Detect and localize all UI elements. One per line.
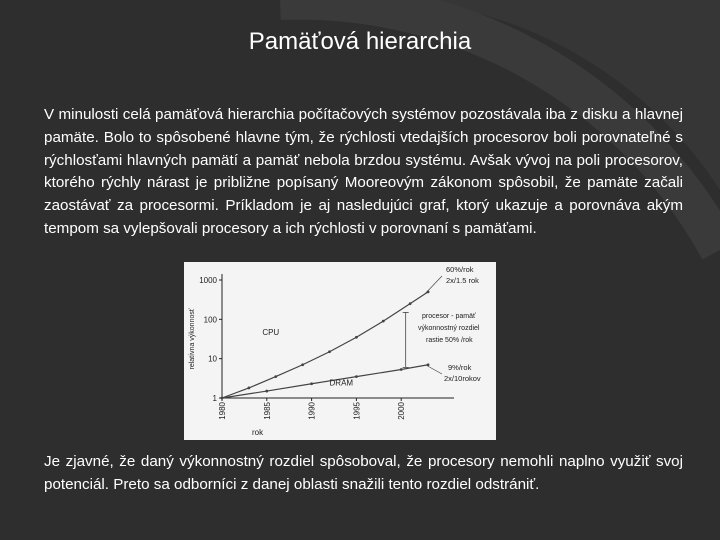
annotation-gap-desc: výkonnostný rozdiel [418,325,480,332]
x-tick-label-1995: 1995 [352,402,362,420]
point-dram-1995 [355,375,358,378]
y-tick-label-10: 10 [208,354,217,364]
point-cpu-1986 [274,375,277,378]
annotation-dram-rate: 9%/rok [448,363,472,372]
annotation-gap-rate: rastie 50% /rok [426,337,473,344]
point-dram-1980 [221,397,224,400]
performance-gap-chart [184,262,496,440]
x-tick-label-2000: 2000 [397,402,407,420]
annotation-cpu-rate: 60%/rok [446,265,474,274]
y-tick-label-100: 100 [203,315,217,325]
y-axis-label: relatívna výkonnosť [189,308,196,370]
x-tick-label-1990: 1990 [307,402,317,420]
point-dram-1990 [310,382,313,385]
point-cpu-1995 [355,336,358,339]
arrow-cpu-annotation [424,276,442,294]
point-cpu-1983 [247,387,250,390]
point-cpu-1989 [301,363,304,366]
annotation-dram-doubling: 2x/10rokov [444,374,481,383]
point-cpu-1998 [382,320,385,323]
point-cpu-1992 [328,350,331,353]
arrow-dram-annotation [426,365,442,374]
slide-title: Pamäťová hierarchia [248,28,472,55]
series-line-dram [222,365,428,398]
series-label-cpu: CPU [262,327,280,337]
x-tick-label-1980: 1980 [218,402,227,420]
point-dram-1985 [265,390,268,393]
y-tick-label-1000: 1000 [199,276,217,285]
x-tick-label-1985: 1985 [262,402,272,420]
conclusion-paragraph: Je zjavné, že daný výkonnostný rozdiel spôsoboval, že procesory nemohli naplno využiť svoj potenciál. Preto sa odborníci z danej oblasti snažili tento rozdiel odstrániť. [44,453,683,493]
annotation-gap-title: procesor - pamäť [422,313,476,320]
point-cpu-2001 [409,302,412,305]
annotation-cpu-doubling: 2x/1.5 rok [446,276,479,285]
intro-paragraph: V minulosti celá pamäťová hierarchia počítačových systémov pozostávala iba z disku a hlavnej pamäte. Bolo to spôsobené hlavne tým, že rýchlosti vtedajších procesorov boli porovnateľné s rýchlosťami hlavných pamätí a pamäť nebola brzdou systému. Avšak vývoj na poli procesorov, ktorého rýchly nárast je približne popísaný Mooreovým zákonom spôsobil, že pamäte začali zaostávať za procesormi. Príkladom je aj nasledujúci graf, ktorý ukazuje a porovnáva akým tempom sa vylepšovali procesory a ich rýchlosti v porovnaní s pamäťami. [44,106,683,237]
x-axis-label: rok [252,428,264,437]
series-label-dram: DRAM [329,378,354,388]
point-dram-2000 [400,368,403,371]
y-tick-label-1: 1 [212,394,217,403]
